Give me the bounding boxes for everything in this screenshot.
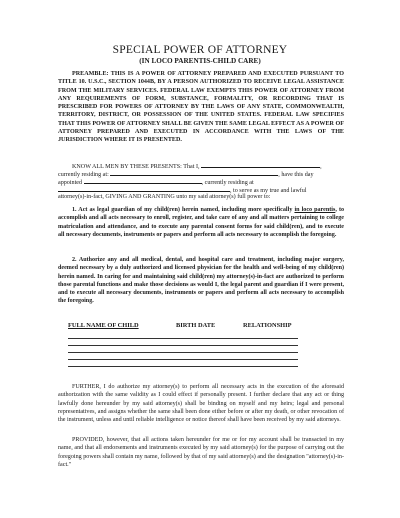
paragraph-2: 2. Authorize any and all medical, dental, and hospital care and treatment, including major surgery, deemed necessary by a duly authorized and licensed physician for the health and well-being of my child(ren) herein named. In caring for and maintaining said child(ren) my attorney(s)-in-fact are authorized to perform those parental functions and make those decisions as would I, the legal parent and guardian if I were present, and to execute all necessary documents, instruments or papers and perform all acts necessary to accomplish the foregoing.	[58, 257, 344, 305]
paragraph-1-rest: , to accomplish and all acts necessary to enroll, register, and take care of any and all matters pertaining to college matriculation and attendance, and to execute any parental consent forms for said child(ren), and to execute all necessary documents, instruments or papers and perform all acts necessary to accomplish the foregoing.	[58, 207, 345, 238]
know-all-line-1: KNOW ALL MEN BY THESE PRESENTS: That I, ,	[58, 161, 344, 171]
preamble-paragraph: PREAMBLE: THIS IS A POWER OF ATTORNEY PREPARED AND EXECUTED PURSUANT TO TITLE 10. U.S.C., SECTION 1044B, BY A PERSON AUTHORIZED TO RECEIVE LEGAL ASSISTANCE FROM THE MILITARY SERVICES. FEDERAL LAW EXEMPTS THIS POWER OF ATTORNEY FROM ANY REQUIREMENTS OF FORM, SUBSTANCE, FORMALITY, OR RECORDING THAT IS PRESCRIBED FOR POWERS OF ATTORNEY BY THE LAWS OF ANY STATE, COMMONWEALTH, TERRITORY, DISTRICT, OR POSSESSION OF THE UNITED STATES. FEDERAL LAW SPECIFIES THAT THIS POWER OF ATTORNEY SHALL BE GIVEN THE SAME LEGAL EFFECT AS A POWER OF ATTORNEY PREPARED AND EXECUTED IN ACCORDANCE WITH THE LAWS OF THE JURISDICTION WHERE IT IS PRESENTED.	[58, 71, 344, 143]
child-row-line[interactable]	[68, 352, 298, 353]
document-subtitle: (IN LOCO PARENTIS-CHILD CARE)	[139, 57, 261, 65]
column-header-relationship: RELATIONSHIP	[243, 322, 292, 329]
attorney-name-blank[interactable]	[84, 177, 202, 184]
know-all-text-6: , to serve as my true and lawful	[230, 188, 307, 194]
know-all-text-5: , currently residing at	[201, 180, 254, 186]
further-paragraph: FURTHER, I do authorize my attorney(s) to perform all necessary acts in the execution of the aforesaid authorization with the same validity as I could effect if personally present. I further declare that any act or thing lawfully done hereunder by my said attorney(s) shall be binding on myself and my heirs; legal and personal representatives, and assigns whether the same shall been done either before or after my death, or other revocation of the instrument, unless and until reliable intelligence or notice thereof shall have been received by my said attorneys.	[58, 384, 344, 423]
know-all-text-2: currently residing at:	[58, 172, 109, 178]
paragraph-1-lead: 1. Act as legal guardian of my child(ren) herein named, including more specifically	[72, 207, 295, 213]
child-row-line[interactable]	[68, 338, 298, 339]
paragraph-1	[58, 206, 344, 239]
know-all-text-4: appointed	[58, 180, 83, 186]
know-all-text-1: KNOW ALL MEN BY THESE PRESENTS: That I,	[72, 164, 200, 170]
column-header-birth-date: BIRTH DATE	[176, 322, 216, 329]
grantor-name-blank[interactable]	[201, 161, 320, 168]
grantor-address-blank[interactable]	[110, 169, 278, 176]
document-title: SPECIAL POWER OF ATTORNEY	[112, 44, 288, 56]
attorney-address-blank[interactable]	[58, 185, 230, 192]
child-row-line[interactable]	[68, 359, 298, 360]
column-header-full-name: FULL NAME OF CHILD	[68, 322, 139, 329]
child-row-line[interactable]	[68, 345, 298, 346]
provided-paragraph: PROVIDED, however, that all actions taken hereunder for me or for my account shall be transacted in my name, and that all endorsements and instruments executed by my said attorney(s) for the purpose of carrying out the foregoing powers shall contain my name, followed by that of my said attorney(s) and the designation "attorney(s)-in-fact."	[58, 437, 344, 468]
child-row-line[interactable]	[68, 366, 298, 367]
paragraph-1-in-loco-parentis: in loco parentis	[294, 207, 336, 213]
know-all-text-3: , have this day	[278, 172, 314, 178]
know-all-line-5: attorney(s)-in-fact, GIVING AND GRANTING unto my said attorney(s) full power to:	[58, 194, 271, 200]
